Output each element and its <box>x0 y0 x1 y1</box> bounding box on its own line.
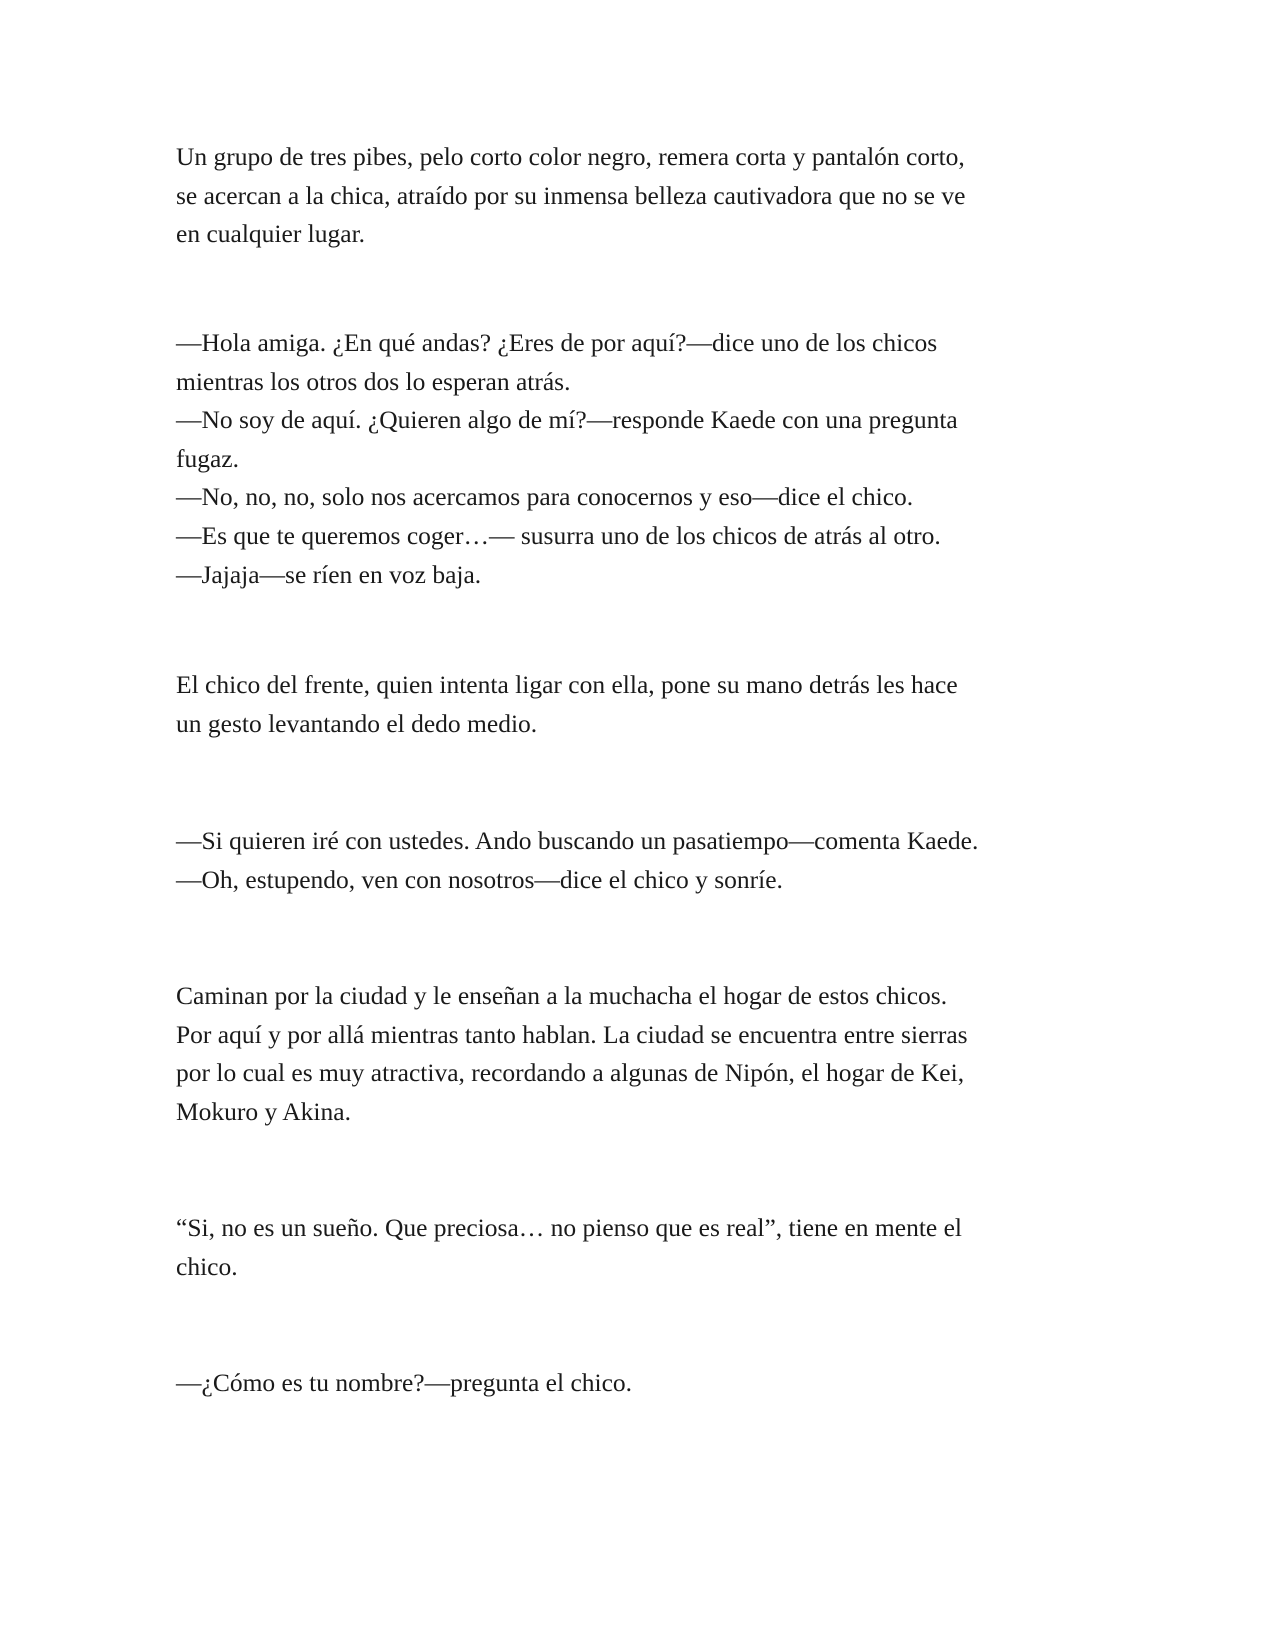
text-line: —Oh, estupendo, ven con nosotros—dice el chico y sonríe. <box>176 864 783 894</box>
text-line: Por aquí y por allá mientras tanto hablan. La ciudad se encuentra entre sierras <box>176 1019 968 1049</box>
text-line: Caminan por la ciudad y le enseñan a la muchacha el hogar de estos chicos. <box>176 981 948 1010</box>
paragraph-5 <box>176 977 1096 1131</box>
paragraph-7 <box>176 1364 1096 1403</box>
text-line: se acercan a la chica, atraído por su inmensa belleza cautivadora que no se ve <box>176 180 966 210</box>
text-line: mientras los otros dos lo esperan atrás. <box>176 366 571 396</box>
paragraph-6 <box>176 1209 1096 1286</box>
text-line: —¿Cómo es tu nombre?—pregunta el chico. <box>176 1368 633 1397</box>
text-line: Mokuro y Akina. <box>176 1096 351 1126</box>
text-line: —Si quieren iré con ustedes. Ando buscando un pasatiempo—comenta Kaede. <box>176 826 979 855</box>
paragraph-1 <box>176 138 1096 254</box>
paragraph-3 <box>176 666 1096 743</box>
text-line: —No, no, no, solo nos acercamos para conocernos y eso—dice el chico. <box>176 482 914 512</box>
paragraph-2 <box>176 324 1096 594</box>
text-line: chico. <box>176 1251 238 1281</box>
text-line: —Es que te queremos coger…— susurra uno de los chicos de atrás al otro. <box>176 520 941 550</box>
text-line: —No soy de aquí. ¿Quieren algo de mí?—responde Kaede con una pregunta <box>176 405 958 435</box>
text-line: por lo cual es muy atractiva, recordando a algunas de Nipón, el hogar de Kei, <box>176 1058 965 1088</box>
paragraph-4 <box>176 822 1096 899</box>
text-line: en cualquier lugar. <box>176 219 366 249</box>
text-line: “Si, no es un sueño. Que preciosa… no pienso que es real”, tiene en mente el <box>176 1213 963 1242</box>
text-line: —Hola amiga. ¿En qué andas? ¿Eres de por aquí?—dice uno de los chicos <box>176 328 938 357</box>
text-line: Un grupo de tres pibes, pelo corto color negro, remera corta y pantalón corto, <box>176 142 965 171</box>
text-line: El chico del frente, quien intenta ligar con ella, pone su mano detrás les hace <box>176 670 958 699</box>
text-line: —Jajaja—se ríen en voz baja. <box>176 559 482 589</box>
text-line: fugaz. <box>176 443 240 473</box>
text-line: un gesto levantando el dedo medio. <box>176 708 538 738</box>
